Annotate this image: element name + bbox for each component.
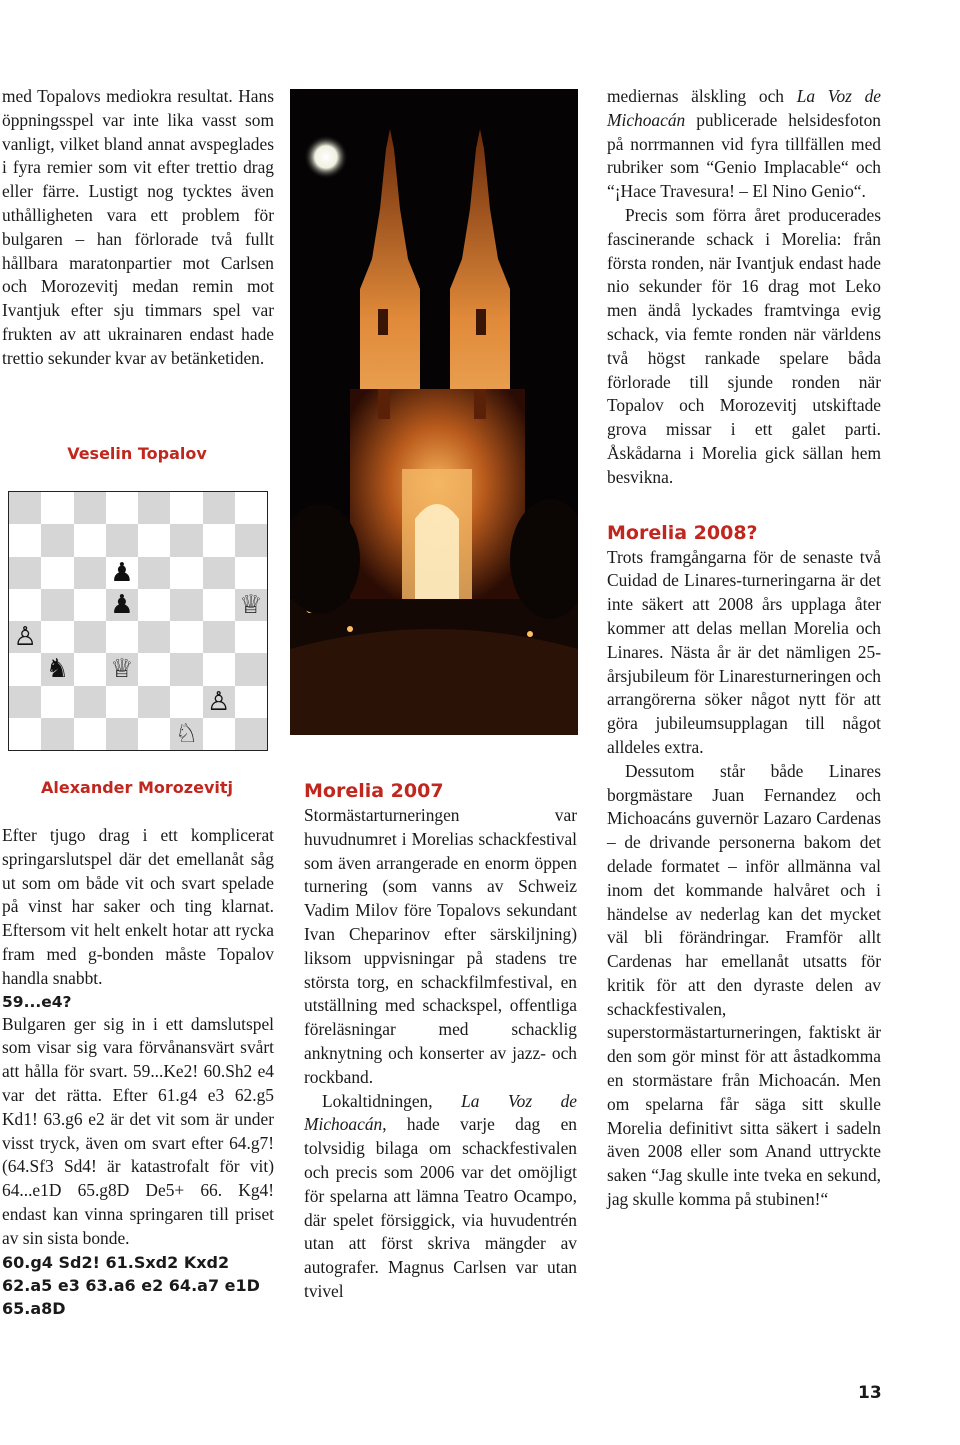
black-pawn-icon: ♟ [110, 589, 134, 620]
square-h7 [235, 524, 267, 556]
square-b4 [41, 621, 73, 653]
col3-paragraph-2: Precis som förra året producerades fascinerande schack i Morelia: från första ronden, när Ivantjuk endast hade nio sekunder för 16 drag mot Leko men ändå lyckades framtvinga evig schack, via femte ronden när världens två högst rankade spelare båda förlorade till sjunde ronden när Topalov och Morozevitj utskiftade grova missar i ett galet parti. Åskådarna i Morelia gick sällan hem besvikna. [607, 204, 881, 487]
col3-paragraph-1: mediernas älskling och La Voz de Michoacán publicerade helsidesfoton på norrmannen vid fyra tillfällen med rubriker som “Genio Implacable“ och “¡Hace Travesura! – El Nino Genio“. [607, 86, 882, 202]
square-e5 [138, 589, 170, 621]
square-h1 [235, 718, 267, 750]
col1-move-59: 59...e4? [2, 992, 72, 1011]
square-a2 [9, 686, 41, 718]
square-d8 [106, 492, 138, 524]
square-e6 [138, 557, 170, 589]
square-g3 [203, 653, 235, 685]
square-b7 [41, 524, 73, 556]
col1-final-moves: 60.g4 Sd2! 61.Sxd2 Kxd2 62.a5 e3 63.a6 e2 64.a7 e1D 65.a8D [2, 1252, 260, 1318]
column-2 [304, 778, 577, 1304]
col3-paragraph-4: Dessutom står både Linares borgmästare Juan Fernandez och Michoacáns guvernör Lazaro Cardenas – de drivande personerna bakom det delade formatet – inför allmänna val inom det kommande halvåret och i händelse av nederlag kan det mycket väl bli förändringar. Framför allt Cardenas har emellanåt utsatts för kritik för att den dyraste delen av schackfestivalen, superstormästarturneringen, faktiskt är den som gör minst för att åstadkomma en stormästare från Michoacán. Men om spelarna får säga sitt skulle Morelia definitivt sitta säkert i sadeln även 2008 eller som Anand uttryckte saken “Jag skulle inte tveka en sekund, jag skulle komma på stubinen!“ [607, 760, 881, 1210]
square-h8 [235, 492, 267, 524]
square-d2 [106, 686, 138, 718]
square-e2 [138, 686, 170, 718]
col1-paragraph-2: Efter tjugo drag i ett komplicerat springarslutspel där det emellanåt såg ut som om både vit och svart spelade på vinst har saker och ting klarnat. Eftersom vit helt enkelt hotar att rycka fram med g-bonden måste Topalov handla snabbt. [2, 825, 274, 988]
square-b8 [41, 492, 73, 524]
square-a5 [9, 589, 41, 621]
square-e1 [138, 718, 170, 750]
square-e3 [138, 653, 170, 685]
square-g2 [203, 686, 235, 718]
square-c5 [74, 589, 106, 621]
square-d4 [106, 621, 138, 653]
square-g8 [203, 492, 235, 524]
square-b5 [41, 589, 73, 621]
col2-paragraph-1: Stormästarturneringen var huvudnumret i Morelias schackfestival som även arrangerade en enorm öppen turnering (som vanns av Schweiz Vadim Milov före Topalovs sekundant Ivan Cheparinov efter särskiljning) liksom uppvisningar på stadens tre största torg, en schackfilmfestival, en utställning med schackspel, offentliga föreläsningar med schacklig anknytning och konserter av jazz- och rockband. [304, 805, 577, 1087]
square-g4 [203, 621, 235, 653]
square-h2 [235, 686, 267, 718]
square-f6 [170, 557, 202, 589]
diagram-top-caption: Veselin Topalov [67, 444, 207, 463]
square-h5 [235, 589, 267, 621]
page-number: 13 [858, 1383, 882, 1403]
square-b2 [41, 686, 73, 718]
white-queen-icon: ♕ [110, 654, 134, 685]
newspaper-name: La Voz de Michoacán [304, 1090, 577, 1135]
square-c1 [74, 718, 106, 750]
square-e4 [138, 621, 170, 653]
white-queen-icon: ♕ [239, 589, 263, 620]
square-a4 [9, 621, 41, 653]
square-c6 [74, 557, 106, 589]
square-c3 [74, 653, 106, 685]
square-c7 [74, 524, 106, 556]
column-1 [2, 85, 274, 371]
diagram-bottom-caption: Alexander Morozevitj [41, 778, 233, 797]
square-f8 [170, 492, 202, 524]
square-g7 [203, 524, 235, 556]
square-h4 [235, 621, 267, 653]
square-b1 [41, 718, 73, 750]
square-h6 [235, 557, 267, 589]
square-d1 [106, 718, 138, 750]
white-pawn-icon: ♙ [206, 686, 231, 717]
col1-paragraph-3: Bulgaren ger sig in i ett damslutspel som visar sig vara förvånansvärt svårt att hålla för svart. 59...Ke2! 60.Sh2 e4 var det rätta. Efter 61.g4 e3 62.g5 Kd1! 63.g6 e2 är det vit som är under visst tryck, även om svart efter 64.g7! (64.Sf3 Sd4! är katastrofalt för vit) 64...e1D 65.g8D De5+ 66. Kg4! endast kan vinna springaren till priset av sin sista bonde. [2, 1013, 274, 1248]
newspaper-name: La Voz de Michoacán [607, 86, 882, 130]
square-b3 [41, 653, 73, 685]
black-knight-icon: ♞ [45, 654, 70, 685]
square-a1 [9, 718, 41, 750]
square-f3 [170, 653, 202, 685]
col1-paragraph-1: med Topalovs mediokra resultat. Hans öppningsspel var inte lika vasst som vanligt, vilket bland annat avspeglades i fyra remier som vit efter trettio drag eller färre. Lustigt nog tycktes även uthålligheten vara ett problem för bulgaren – han förlorade två fullt hållbara maratonpartier mot Carlsen och Morozevitj medan remin mot Ivantjuk efter sju timmars spel var frukten av att ukrainaren endast hade trettio sekunder kvar av betänketiden. [2, 86, 274, 368]
square-c8 [74, 492, 106, 524]
square-b6 [41, 557, 73, 589]
section-heading-morelia-2008: Morelia 2008? [607, 521, 758, 544]
column-3 [607, 85, 881, 1212]
square-d5 [106, 589, 138, 621]
square-f7 [170, 524, 202, 556]
square-f5 [170, 589, 202, 621]
square-c4 [74, 621, 106, 653]
square-h3 [235, 653, 267, 685]
square-f1 [170, 718, 202, 750]
square-d7 [106, 524, 138, 556]
square-g5 [203, 589, 235, 621]
square-c2 [74, 686, 106, 718]
square-d6 [106, 557, 138, 589]
section-heading-morelia-2007: Morelia 2007 [304, 780, 444, 802]
square-a7 [9, 524, 41, 556]
cathedral-night-photo [290, 89, 578, 735]
col3-paragraph-3: Trots framgångarna för de senaste två Cuidad de Linares-turneringarna är det inte säkert att 2008 års upplaga åter kommer att delas mellan Morelia och Linares. Nästa år är det nämligen 25-årsjubileum för Linaresturneringen och arrangörerna söker något nytt för att göra jubileumsupplagan till något alldeles extra. [607, 546, 881, 757]
square-a6 [9, 557, 41, 589]
square-e7 [138, 524, 170, 556]
square-f4 [170, 621, 202, 653]
square-e8 [138, 492, 170, 524]
square-g1 [203, 718, 235, 750]
square-a8 [9, 492, 41, 524]
col2-paragraph-2: Lokaltidningen, La Voz de Michoacán, hade varje dag en tolvsidig bilaga om schackfestivalen och precis som 2006 var det omöjligt för spelarna att lämna Teatro Ocampo, där spelet försiggick, via huvudentrén utan att först skriva mängder av autografer. Magnus Carlsen var utan tvivel [304, 1090, 577, 1301]
square-a3 [9, 653, 41, 685]
white-knight-icon: ♘ [174, 718, 199, 749]
white-pawn-icon: ♙ [13, 622, 37, 653]
square-g6 [203, 557, 235, 589]
chess-diagram [8, 491, 268, 751]
black-pawn-icon: ♟ [110, 557, 134, 588]
square-f2 [170, 686, 202, 718]
column-1-lower [2, 824, 274, 1320]
square-d3 [106, 653, 138, 685]
